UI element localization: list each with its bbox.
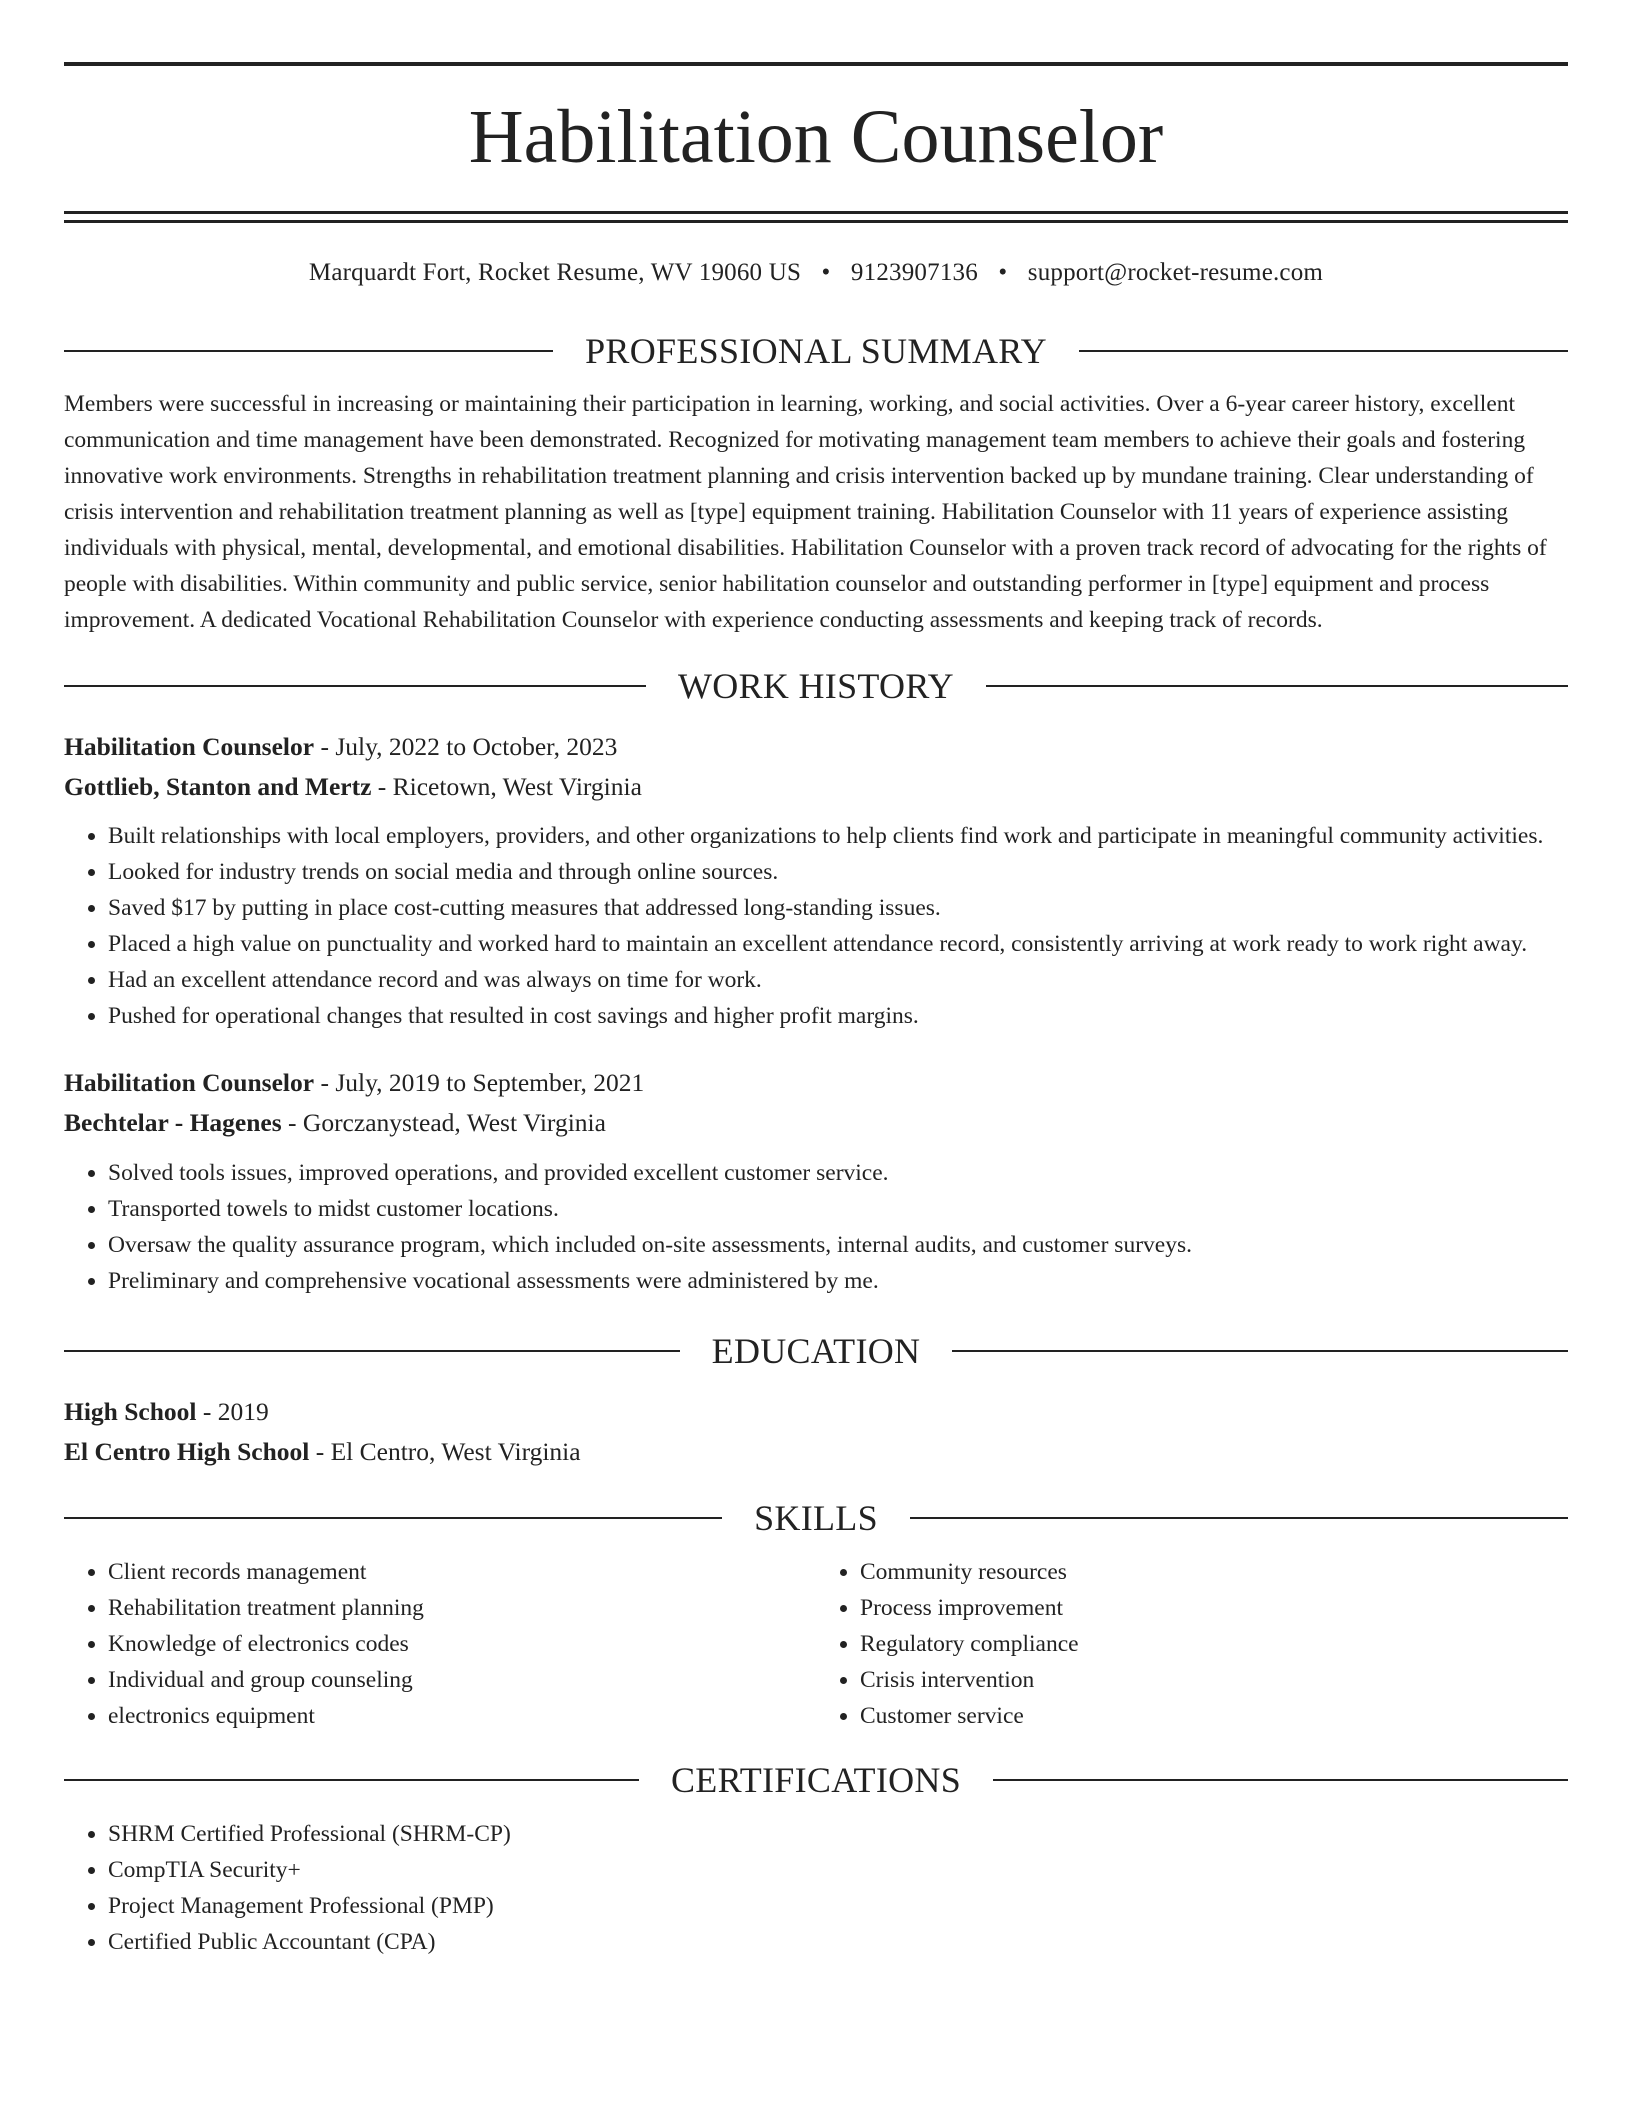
- list-item: • Looked for industry trends on social media and through online sources.: [108, 854, 1568, 890]
- job-title-line: [64, 1063, 1568, 1103]
- job-company: Bechtelar - Hagenes: [64, 1108, 282, 1137]
- list-item: • Solved tools issues, improved operations, and provided excellent customer service.: [108, 1155, 1568, 1191]
- job-location: - Ricetown, West Virginia: [371, 772, 642, 801]
- contact-line: [64, 257, 1568, 289]
- list-item: • Pushed for operational changes that resulted in cost savings and higher profit margins.: [108, 998, 1568, 1034]
- job-entry: [64, 727, 1568, 1034]
- summary-text: Members were successful in increasing or maintaining their participation in learning, working, and social activities. Over a 6-year career history, excellent communication and time management have been demonstrated. Recognized for motivating management team members to achieve their goals and fostering innovative work environments. Strengths in rehabilitation treatment planning and crisis intervention backed up by mundane training. Clear understanding of crisis intervention and rehabilitation treatment planning as well as [type] equipment training. Habilitation Counselor with 11 years of experience assisting individuals with physical, mental, developmental, and emotional disabilities. Habilitation Counselor with a proven track record of advocating for the rights of people with disabilities. Within community and public service, senior habilitation counselor and outstanding performer in [type] equipment and process improvement. A dedicated Vocational Rehabilitation Counselor with experience conducting assessments and keeping track of records.: [64, 391, 1547, 633]
- title-double-rule: [64, 211, 1568, 223]
- contact-separator: •: [821, 259, 831, 286]
- list-item: • Regulatory compliance: [860, 1626, 1568, 1662]
- graduation-year: - 2019: [196, 1397, 269, 1426]
- job-title-line: [64, 727, 1568, 767]
- list-item: • Built relationships with local employers, providers, and other organizations to help clients find work and participate in meaningful community activities.: [108, 818, 1568, 854]
- section-heading-work-history: [64, 664, 1568, 708]
- job-company: Gottlieb, Stanton and Mertz: [64, 772, 372, 801]
- contact-phone: 9123907136: [850, 259, 978, 286]
- list-item: • Crisis intervention: [860, 1662, 1568, 1698]
- section-title: EDUCATION: [711, 1331, 921, 1371]
- list-item: • Certified Public Accountant (CPA): [108, 1924, 1568, 1960]
- section-heading-certifications: [64, 1758, 1568, 1802]
- degree: High School: [64, 1397, 197, 1426]
- heading-rule: [910, 1517, 1568, 1519]
- school-name: El Centro High School: [64, 1437, 310, 1466]
- list-item: • Saved $17 by putting in place cost-cutting measures that addressed long-standing issues.: [108, 890, 1568, 926]
- section-heading-skills: [64, 1496, 1568, 1540]
- section-title: SKILLS: [754, 1498, 878, 1538]
- section-title: PROFESSIONAL SUMMARY: [585, 331, 1047, 371]
- list-item: • SHRM Certified Professional (SHRM-CP): [108, 1816, 1568, 1852]
- job-company-line: [64, 767, 1568, 807]
- list-item: • Placed a high value on punctuality and worked hard to maintain an excellent attendance record, consistently arriving at work ready to work right away.: [108, 926, 1568, 962]
- list-item: • Rehabilitation treatment planning: [108, 1590, 816, 1626]
- heading-rule: [64, 1350, 680, 1352]
- certifications-list: [64, 1816, 1568, 1960]
- job-dates: - July, 2019 to September, 2021: [314, 1068, 645, 1097]
- heading-rule: [64, 1779, 639, 1781]
- job-location: - Gorczanystead, West Virginia: [281, 1108, 606, 1137]
- heading-rule: [986, 685, 1568, 687]
- header: [64, 62, 1568, 223]
- heading-rule: [64, 685, 646, 687]
- section-title: CERTIFICATIONS: [670, 1760, 962, 1800]
- list-item: • Client records management: [108, 1554, 816, 1590]
- job-company-line: [64, 1103, 1568, 1143]
- job-entry: [64, 1063, 1568, 1299]
- section-heading-summary: [64, 329, 1568, 373]
- heading-rule: [952, 1350, 1568, 1352]
- skills-columns: [64, 1554, 1568, 1734]
- resume-page: [64, 0, 1568, 1960]
- education-entry: [64, 1392, 1568, 1472]
- list-item: • Transported towels to midst customer locations.: [108, 1191, 1568, 1227]
- list-item: • Project Management Professional (PMP): [108, 1888, 1568, 1924]
- list-item: • Individual and group counseling: [108, 1662, 816, 1698]
- job-title: Habilitation Counselor: [64, 1068, 315, 1097]
- contact-address: Marquardt Fort, Rocket Resume, WV 19060 US: [308, 259, 802, 286]
- list-item: • Had an excellent attendance record and was always on time for work.: [108, 962, 1568, 998]
- section-heading-education: [64, 1329, 1568, 1373]
- school-line: [64, 1432, 1568, 1472]
- list-item: • electronics equipment: [108, 1698, 816, 1734]
- heading-rule: [64, 350, 553, 352]
- heading-rule: [1079, 350, 1568, 352]
- heading-rule: [64, 1517, 722, 1519]
- contact-email: support@rocket-resume.com: [1027, 259, 1324, 286]
- list-item: • Preliminary and comprehensive vocational assessments were administered by me.: [108, 1263, 1568, 1299]
- heading-rule: [993, 1779, 1568, 1781]
- school-location: - El Centro, West Virginia: [309, 1437, 581, 1466]
- list-item: • Knowledge of electronics codes: [108, 1626, 816, 1662]
- top-rule: [64, 62, 1568, 66]
- contact-separator: •: [998, 259, 1008, 286]
- list-item: • Community resources: [860, 1554, 1568, 1590]
- list-item: • Oversaw the quality assurance program, which included on-site assessments, internal audits, and customer surveys.: [108, 1227, 1568, 1263]
- degree-line: [64, 1392, 1568, 1432]
- skills-list-left: [64, 1554, 816, 1734]
- section-title: WORK HISTORY: [678, 666, 954, 706]
- skills-list-right: [816, 1554, 1568, 1734]
- job-dates: - July, 2022 to October, 2023: [314, 732, 618, 761]
- job-bullets: [64, 818, 1568, 1034]
- job-bullets: [64, 1155, 1568, 1299]
- page-title: Habilitation Counselor: [468, 95, 1164, 179]
- list-item: • Process improvement: [860, 1590, 1568, 1626]
- list-item: • Customer service: [860, 1698, 1568, 1734]
- list-item: • CompTIA Security+: [108, 1852, 1568, 1888]
- job-title: Habilitation Counselor: [64, 732, 315, 761]
